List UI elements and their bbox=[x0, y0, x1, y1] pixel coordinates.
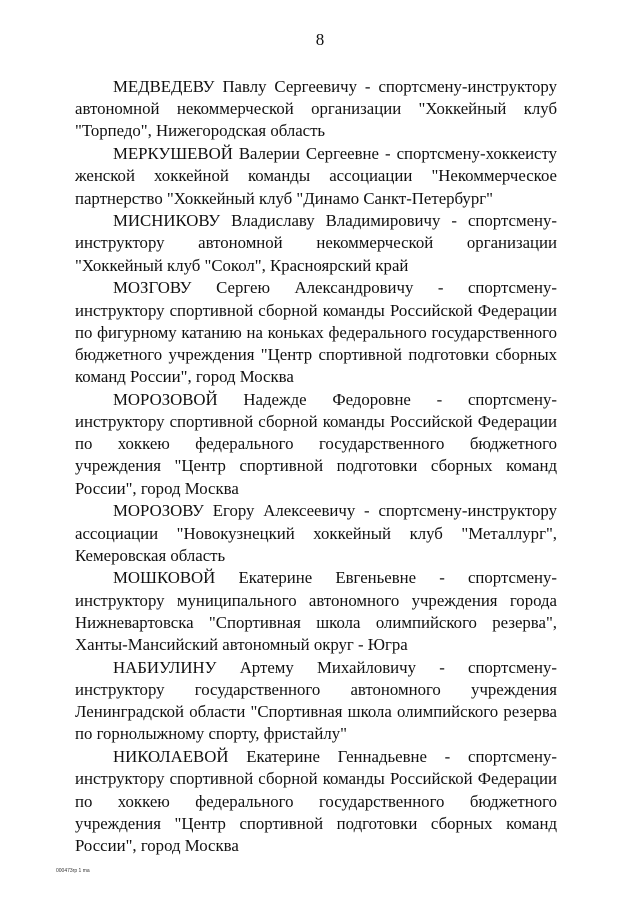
award-entry: НАБИУЛИНУ Артему Михайловичу - спортсмену-инструктору государственного автономного учреждения Ленинградской области "Спортивная школа олимпийского резерва по горнолыжному спорту, фристайлу" bbox=[75, 657, 557, 744]
page-number: 8 bbox=[315, 30, 325, 49]
award-entry: МОРОЗОВУ Егору Алексеевичу - спортсмену-инструктору ассоциации "Новокузнецкий хоккейный клуб "Металлург", Кемеровская область bbox=[75, 501, 557, 565]
award-entry: МОЗГОВУ Сергею Александровичу - спортсмену-инструктору спортивной сборной команды Российской Федерации по фигурному катанию на коньках федерального государственного бюджетного учреждения "Центр спортивной подготовки сборных команд России", город Москва bbox=[75, 278, 557, 387]
document-body bbox=[75, 76, 557, 858]
document-code: 000473rp 1 ma bbox=[56, 868, 90, 874]
award-entry: МИСНИКОВУ Владиславу Владимировичу - спортсмену-инструктору автономной некоммерческой организации "Хоккейный клуб "Сокол", Красноярский край bbox=[75, 211, 557, 275]
award-entry: МОШКОВОЙ Екатерине Евгеньевне - спортсмену-инструктору муниципального автономного учреждения города Нижневартовска "Спортивная школа олимпийского резерва", Ханты-Мансийский автономный округ - Югра bbox=[75, 568, 557, 655]
award-entry: МЕРКУШЕВОЙ Валерии Сергеевне - спортсмену-хоккеисту женской хоккейной команды ассоциации "Некоммерческое партнерство "Хоккейный клуб "Динамо Санкт-Петербург" bbox=[75, 144, 557, 208]
award-entry: МОРОЗОВОЙ Надежде Федоровне - спортсмену-инструктору спортивной сборной команды Российской Федерации по хоккею федерального государственного бюджетного учреждения "Центр спортивной подготовки сборных команд России", город Москва bbox=[75, 389, 557, 498]
award-entry: МЕДВЕДЕВУ Павлу Сергеевичу - спортсмену-инструктору автономной некоммерческой организации "Хоккейный клуб "Торпедо", Нижегородская область bbox=[75, 77, 557, 141]
award-entry: НИКОЛАЕВОЙ Екатерине Геннадьевне - спортсмену-инструктору спортивной сборной команды Российской Федерации по хоккею федерального государственного бюджетного учреждения "Центр спортивной подготовки сборных команд России", город Москва bbox=[75, 747, 557, 855]
